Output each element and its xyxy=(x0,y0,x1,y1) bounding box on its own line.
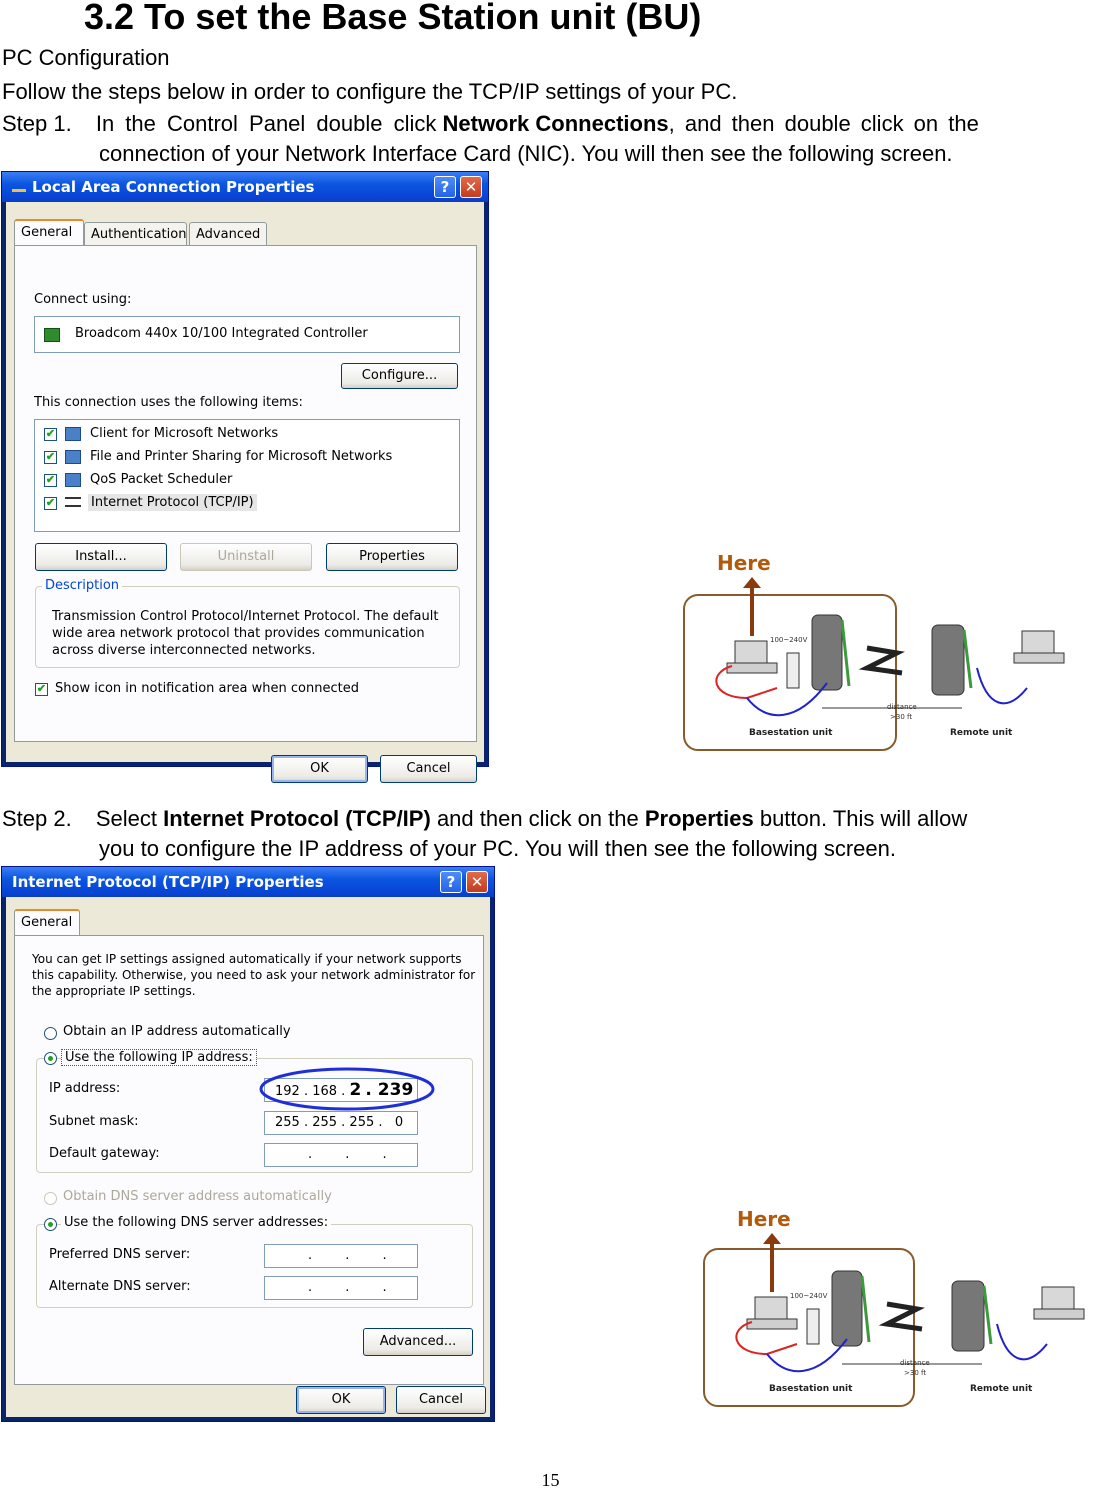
obtain-ip-radio[interactable] xyxy=(44,1027,57,1040)
close-icon[interactable]: ✕ xyxy=(460,176,482,198)
dialog2-title: Internet Protocol (TCP/IP) Properties xyxy=(12,873,324,891)
network-diagram-2 xyxy=(697,1204,1101,1414)
items-list xyxy=(34,419,460,532)
item-client-label: Client for Microsoft Networks xyxy=(90,426,279,441)
voltage-label: 100~240V xyxy=(790,1292,828,1300)
use-ip-radio[interactable] xyxy=(44,1052,57,1065)
item-qos-label: QoS Packet Scheduler xyxy=(90,472,233,487)
step2-pre: Select xyxy=(95,806,157,831)
obtain-ip-label: Obtain an IP address automatically xyxy=(63,1024,291,1039)
advanced-button[interactable]: Advanced... xyxy=(363,1328,473,1356)
step2-post: button. This will allow xyxy=(759,806,968,831)
base-antenna xyxy=(832,1271,862,1346)
remote-pc-base xyxy=(1034,1309,1084,1319)
description-group xyxy=(35,586,460,668)
ip-address-label: IP address: xyxy=(49,1081,121,1096)
use-ip-label: Use the following IP address: xyxy=(61,1049,257,1066)
here-label: Here xyxy=(737,1207,791,1231)
alternate-dns-field[interactable]: . . . xyxy=(264,1276,418,1300)
dialog1-titlebar xyxy=(2,172,488,202)
remote-antenna xyxy=(952,1281,984,1351)
step2-bold1: Internet Protocol (TCP/IP) xyxy=(163,806,431,831)
wireless-link xyxy=(887,1304,922,1329)
description-text xyxy=(52,608,438,659)
adapter-box xyxy=(34,316,460,353)
base-antenna-edge xyxy=(862,1276,869,1342)
item-tcpip-label: Internet Protocol (TCP/IP) xyxy=(88,494,257,511)
distance-value: >30 ft xyxy=(890,713,913,721)
close-icon[interactable]: ✕ xyxy=(466,871,488,893)
distance-value: >30 ft xyxy=(904,1369,927,1377)
basestation-label: Basestation unit xyxy=(769,1384,853,1394)
remote-label: Remote unit xyxy=(970,1384,1033,1394)
diagram1-graphic xyxy=(677,548,1087,763)
dialog1-title: Local Area Connection Properties xyxy=(32,178,315,196)
intro-text xyxy=(32,951,475,999)
configure-button[interactable]: Configure... xyxy=(341,363,458,389)
remote-antenna-edge xyxy=(984,1286,991,1344)
remote-pc-monitor xyxy=(1022,631,1054,653)
voltage-label: 100~240V xyxy=(770,636,808,644)
step1-pre: In the Control Panel double click xyxy=(95,111,437,136)
use-dns-label: Use the following DNS server addresses: xyxy=(61,1215,331,1230)
help-icon[interactable]: ? xyxy=(440,871,462,893)
remote-antenna xyxy=(932,625,964,695)
subnet-label: Subnet mask: xyxy=(49,1114,139,1129)
page-number: 15 xyxy=(541,1470,560,1490)
tcpip-properties-dialog xyxy=(1,866,495,1422)
page-title: 3.2 To set the Base Station unit (BU) xyxy=(84,0,702,37)
base-adapter xyxy=(807,1309,819,1344)
ok-button[interactable]: OK xyxy=(271,755,368,783)
preferred-dns-field[interactable]: . . . xyxy=(264,1244,418,1268)
cancel-button[interactable]: Cancel xyxy=(380,755,477,783)
step2-line2: you to configure the IP address of your PC. You will then see the following screen. xyxy=(99,836,896,861)
qos-checkbox[interactable]: ✔ xyxy=(45,474,56,486)
obtain-dns-label: Obtain DNS server address automatically xyxy=(63,1189,332,1204)
step1-line2: connection of your Network Interface Card (NIC). You will then see the following screen. xyxy=(99,141,953,166)
ok-button[interactable]: OK xyxy=(296,1386,386,1414)
step2-mid: and then click on the xyxy=(436,806,639,831)
pc-base xyxy=(747,1319,797,1329)
here-arrowhead xyxy=(763,1233,781,1244)
ip-fourth-octet: . 239 xyxy=(365,1080,414,1100)
cancel-button[interactable]: Cancel xyxy=(396,1386,486,1414)
base-adapter xyxy=(787,653,799,688)
dialog2-body xyxy=(6,897,490,1417)
use-dns-radio[interactable] xyxy=(44,1218,57,1231)
gateway-field[interactable]: . . . xyxy=(264,1143,418,1167)
alternate-dns-label: Alternate DNS server: xyxy=(49,1279,191,1294)
subnet-field[interactable]: 255 . 255 . 255 . 0 xyxy=(264,1111,418,1135)
uninstall-button: Uninstall xyxy=(180,543,312,571)
obtain-dns-radio xyxy=(44,1192,57,1205)
pc-monitor xyxy=(755,1297,787,1319)
local-area-connection-dialog xyxy=(1,171,489,776)
ip-third-octet: 2 xyxy=(349,1080,362,1100)
gateway-label: Default gateway: xyxy=(49,1146,160,1161)
intro-line: this capability. Otherwise, you need to ask your network administrator for xyxy=(32,968,476,982)
general-panel xyxy=(14,245,477,742)
tab-authentication[interactable]: Authentication xyxy=(84,222,187,246)
step2-label: Step 2. xyxy=(2,806,72,831)
remote-antenna-edge xyxy=(964,630,971,688)
computer-icon xyxy=(65,473,81,487)
network-diagram-1 xyxy=(677,548,1087,763)
preferred-dns-label: Preferred DNS server: xyxy=(49,1247,191,1262)
ip-prefix: 192 . 168 . xyxy=(275,1084,346,1099)
step2-bold2: Properties xyxy=(644,806,754,831)
computer-icon xyxy=(65,450,81,464)
remote-pc-monitor xyxy=(1042,1287,1074,1309)
file-sharing-checkbox[interactable]: ✔ xyxy=(45,451,56,463)
dialog1-body xyxy=(6,202,484,776)
remote-label: Remote unit xyxy=(950,728,1013,738)
client-checkbox[interactable]: ✔ xyxy=(45,428,56,440)
computer-icon xyxy=(65,427,81,441)
network-icon xyxy=(12,179,26,192)
install-button[interactable]: Install... xyxy=(35,543,167,571)
tab-general[interactable]: General xyxy=(14,219,84,246)
description-label: Description xyxy=(42,578,122,593)
distance-label: distance xyxy=(900,1359,930,1367)
step1-post: , and then double click on the xyxy=(668,111,979,136)
here-label: Here xyxy=(717,551,771,575)
show-icon-checkbox[interactable]: ✔ xyxy=(36,683,47,695)
description-line: wide area network protocol that provides communication xyxy=(52,626,425,641)
base-antenna xyxy=(812,615,842,690)
step1-label: Step 1. xyxy=(2,111,72,136)
items-label: This connection uses the following items: xyxy=(34,395,303,410)
basestation-label: Basestation unit xyxy=(749,728,833,738)
tab-general[interactable]: General xyxy=(14,909,80,936)
here-arrowhead xyxy=(743,577,761,588)
intro-paragraph: Follow the steps below in order to configure the TCP/IP settings of your PC. xyxy=(2,79,738,104)
step1-bold: Network Connections xyxy=(442,111,669,136)
description-line: Transmission Control Protocol/Internet Protocol. The default xyxy=(52,609,439,624)
help-icon[interactable]: ? xyxy=(434,176,456,198)
general-panel xyxy=(14,935,484,1385)
dialog2-titlebar xyxy=(2,867,494,897)
remote-blue-cable xyxy=(997,1324,1047,1359)
network-card-icon xyxy=(44,328,60,342)
properties-button[interactable]: Properties xyxy=(326,543,458,571)
step2-line1 xyxy=(2,806,967,832)
intro-line: You can get IP settings assigned automatically if your network supports xyxy=(32,952,462,966)
remote-blue-cable xyxy=(977,668,1027,703)
step1-line1 xyxy=(2,111,979,137)
connect-using-label: Connect using: xyxy=(34,292,132,307)
pc-base xyxy=(727,663,777,673)
distance-label: distance xyxy=(887,703,917,711)
tab-advanced[interactable]: Advanced xyxy=(189,222,267,246)
intro-line: the appropriate IP settings. xyxy=(32,984,196,998)
section-subtitle: PC Configuration xyxy=(2,45,170,70)
ip-highlight-oval xyxy=(257,1066,437,1112)
tcpip-checkbox[interactable]: ✔ xyxy=(45,497,56,509)
item-file-sharing-label: File and Printer Sharing for Microsoft Networks xyxy=(90,449,393,464)
adapter-name: Broadcom 440x 10/100 Integrated Controller xyxy=(75,326,368,341)
ip-highlight-ellipse xyxy=(261,1069,433,1109)
description-line: across diverse interconnected networks. xyxy=(52,643,316,658)
pc-monitor xyxy=(735,641,767,663)
protocol-icon xyxy=(65,497,81,507)
diagram2-graphic xyxy=(697,1204,1101,1414)
base-antenna-edge xyxy=(842,620,849,686)
show-icon-label: Show icon in notification area when connected xyxy=(55,681,359,696)
remote-pc-base xyxy=(1014,653,1064,663)
